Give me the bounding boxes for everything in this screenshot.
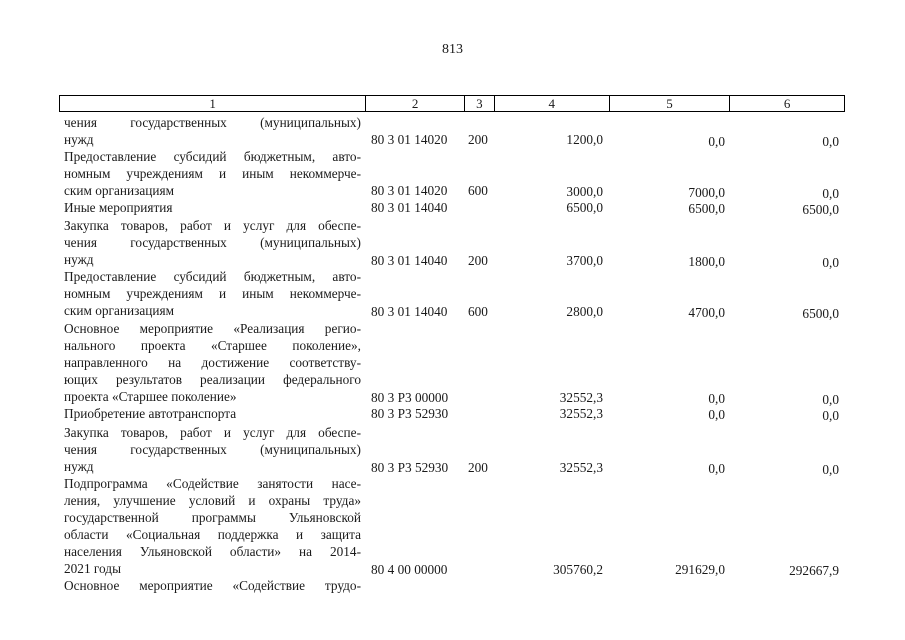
amount-col-5: 291629,0 (675, 562, 725, 577)
amount-col-5: 6500,0 (688, 201, 725, 216)
target-code: 80 3 01 14040 (371, 200, 448, 215)
desc-line: чения государственных (муниципальных) (64, 235, 361, 250)
desc-line: Подпрограмма «Содействие занятости насе- (64, 476, 361, 491)
target-code: 80 4 00 00000 (371, 562, 448, 577)
amount-col-4: 32552,3 (559, 390, 603, 405)
amount-col-4: 32552,3 (559, 406, 603, 421)
header-col-2: 2 (366, 96, 465, 111)
row-description (64, 405, 361, 422)
target-code: 80 3 01 14040 (371, 304, 448, 319)
row-description (64, 320, 361, 405)
amount-col-4: 3000,0 (566, 184, 603, 199)
amount-col-6: 0,0 (822, 462, 839, 477)
desc-line: ющих результатов реализации федерального (64, 372, 361, 387)
page-number: 813 (442, 42, 463, 57)
desc-line: нужд (64, 459, 94, 474)
header-col-1: 1 (60, 96, 366, 111)
desc-line: нужд (64, 252, 94, 267)
amount-col-4: 32552,3 (559, 460, 603, 475)
amount-col-4: 305760,2 (553, 562, 603, 577)
desc-line: нального проекта «Старшее поколение», (64, 338, 361, 353)
amount-col-6: 0,0 (822, 255, 839, 270)
desc-line: ским организациям (64, 303, 175, 318)
desc-line: Иные мероприятия (64, 200, 173, 215)
amount-col-5: 1800,0 (688, 254, 725, 269)
amount-col-6: 6500,0 (802, 202, 839, 217)
amount-col-4: 3700,0 (566, 253, 603, 268)
amount-col-6: 0,0 (822, 186, 839, 201)
desc-line: нужд (64, 132, 94, 147)
desc-line: проекта «Старшее поколение» (64, 389, 237, 404)
desc-line: населения Ульяновской области» на 2014- (64, 544, 361, 559)
row-description (64, 475, 361, 577)
desc-line: ления, улучшение условий и охраны труда» (64, 493, 361, 508)
desc-line: чения государственных (муниципальных) (64, 115, 361, 130)
amount-col-5: 4700,0 (688, 305, 725, 320)
expense-type: 200 (468, 460, 488, 475)
target-code: 80 3 P3 52930 (371, 406, 449, 421)
amount-col-5: 0,0 (708, 461, 725, 476)
expense-type: 600 (468, 183, 488, 198)
row-description (64, 268, 361, 319)
amount-col-4: 1200,0 (566, 132, 603, 147)
desc-line: Закупка товаров, работ и услуг для обеспе- (64, 425, 361, 440)
header-col-5: 5 (610, 96, 731, 111)
desc-line: Основное мероприятие «Реализация регио- (64, 321, 361, 336)
header-col-6: 6 (783, 96, 791, 111)
row-description (64, 199, 361, 216)
target-code: 80 3 P3 00000 (371, 390, 449, 405)
desc-line: государственной программы Ульяновской (64, 510, 361, 525)
table-header (59, 95, 845, 112)
desc-line: области «Социальная поддержка и защита (64, 527, 361, 542)
expense-type: 200 (468, 132, 488, 147)
amount-col-5: 0,0 (708, 407, 725, 422)
header-col-4: 4 (495, 96, 610, 111)
row-description (64, 114, 361, 148)
desc-line: Основное мероприятие «Содействие трудо- (64, 578, 361, 593)
desc-line: Предоставление субсидий бюджетным, авто- (64, 269, 361, 284)
header-col-3: 3 (465, 96, 495, 111)
amount-col-5: 0,0 (708, 134, 725, 149)
amount-col-5: 7000,0 (688, 185, 725, 200)
amount-col-6: 0,0 (822, 392, 839, 407)
row-description (64, 217, 361, 268)
desc-line: Приобретение автотранспорта (64, 406, 237, 421)
target-code: 80 3 01 14020 (371, 183, 448, 198)
row-description (64, 577, 361, 594)
amount-col-6: 6500,0 (802, 306, 839, 321)
desc-line: Закупка товаров, работ и услуг для обеспе- (64, 218, 361, 233)
desc-line: 2021 годы (64, 561, 122, 576)
amount-col-4: 6500,0 (566, 200, 603, 215)
expense-type: 200 (468, 253, 488, 268)
desc-line: ским организациям (64, 183, 175, 198)
amount-col-6: 292667,9 (789, 563, 839, 578)
amount-col-6: 0,0 (822, 408, 839, 423)
row-description (64, 424, 361, 475)
amount-col-6: 0,0 (822, 134, 839, 149)
desc-line: чения государственных (муниципальных) (64, 442, 361, 457)
target-code: 80 3 01 14040 (371, 253, 448, 268)
expense-type: 600 (468, 304, 488, 319)
desc-line: номным учреждениям и иным некоммерче- (64, 286, 361, 301)
row-description (64, 148, 361, 199)
target-code: 80 3 01 14020 (371, 132, 448, 147)
desc-line: номным учреждениям и иным некоммерче- (64, 166, 361, 181)
amount-col-4: 2800,0 (566, 304, 603, 319)
amount-col-5: 0,0 (708, 391, 725, 406)
desc-line: Предоставление субсидий бюджетным, авто- (64, 149, 361, 164)
target-code: 80 3 P3 52930 (371, 460, 449, 475)
desc-line: направленного на достижение соответству- (64, 355, 361, 370)
